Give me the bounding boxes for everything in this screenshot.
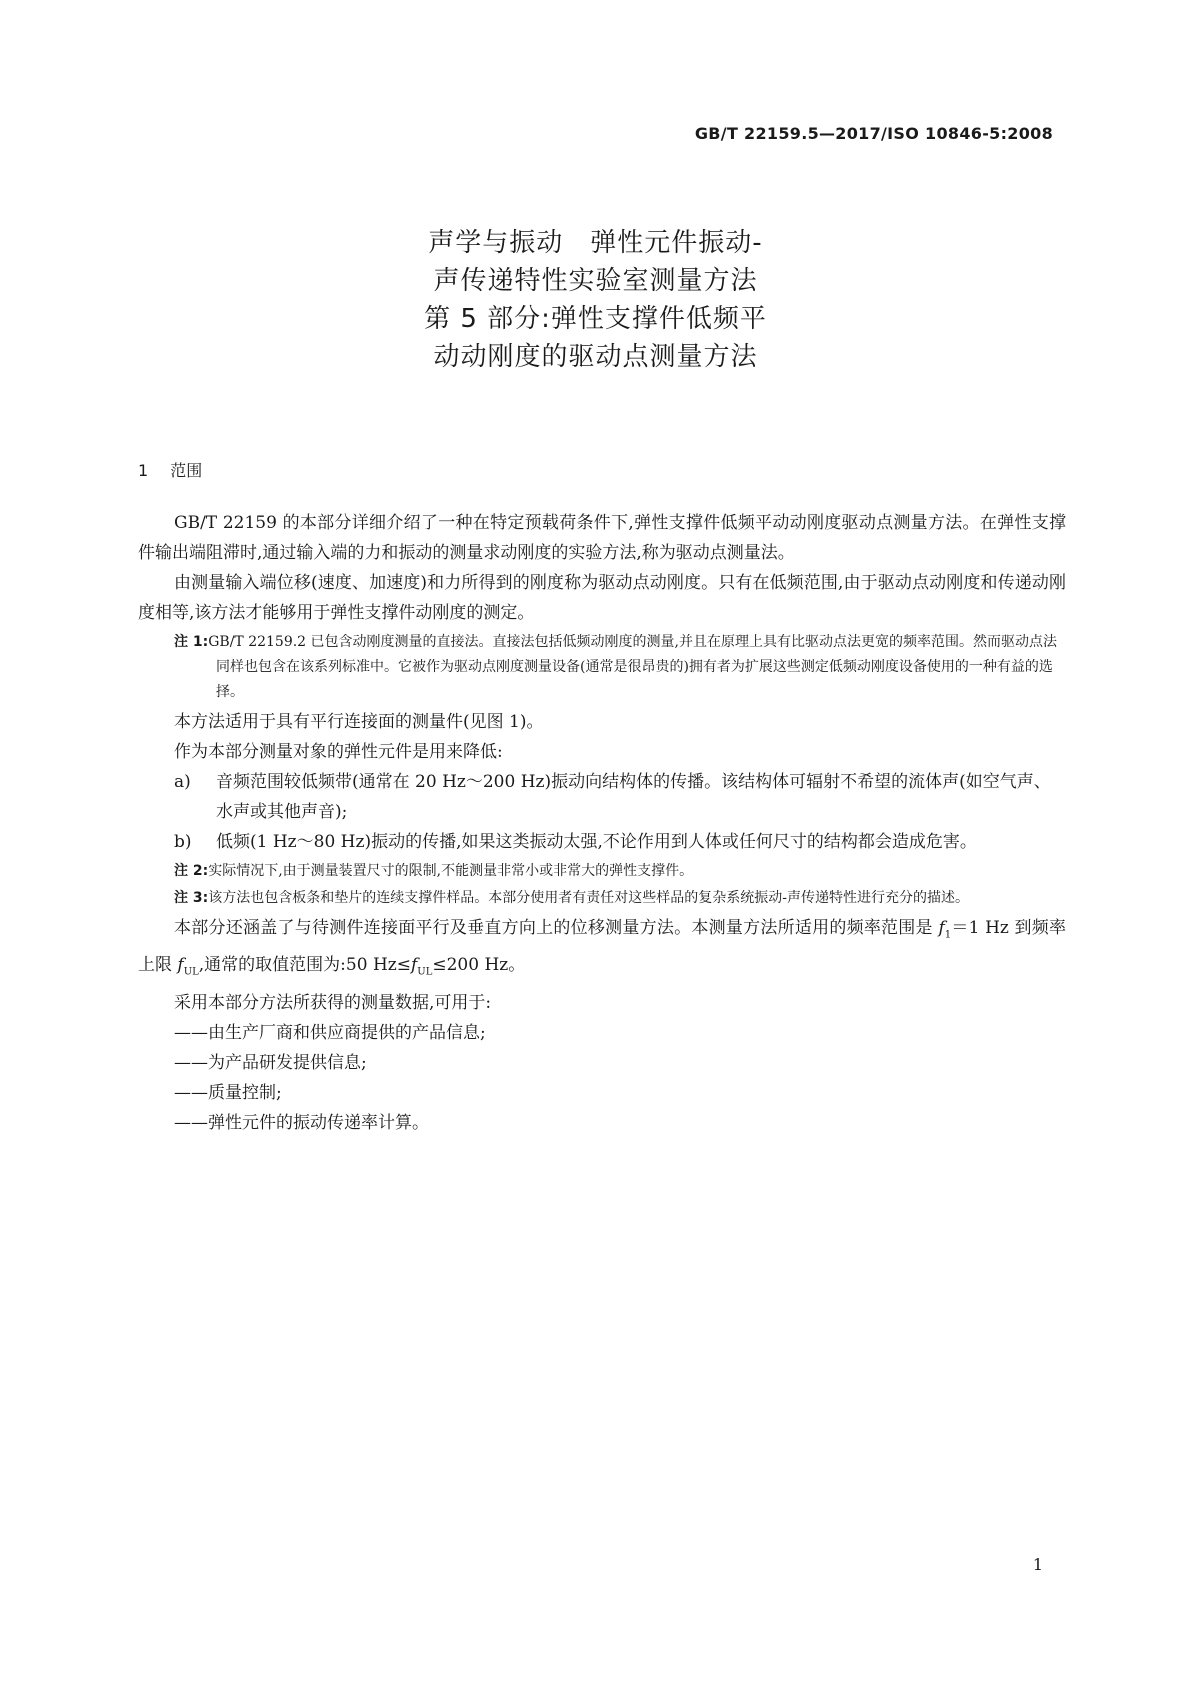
paragraph: 由测量输入端位移(速度、加速度)和力所得到的刚度称为驱动点动刚度。只有在低频范围,由于驱动点动刚度和传递动刚度相等,该方法才能够用于弹性支撑件动刚度的测定。: [138, 573, 1066, 623]
symbol-f: f: [410, 955, 418, 976]
note: [174, 630, 1066, 705]
paragraph: 本方法适用于具有平行连接面的测量件(见图 1)。: [174, 712, 544, 732]
section-title: 范围: [170, 461, 203, 480]
title-line-1: 声学与振动 弹性元件振动-: [428, 228, 763, 258]
paragraph-frequency-range: [138, 913, 1066, 988]
note-label: 注 3:: [174, 890, 209, 906]
document-title: [0, 224, 1191, 376]
paragraph: 采用本部分方法所获得的测量数据,可用于:: [174, 992, 492, 1013]
text-run: ,通常的取值范围为:50 Hz≤: [198, 955, 411, 976]
page-number: 1: [1032, 1555, 1043, 1574]
dash-list-item: ——由生产厂商和供应商提供的产品信息;: [174, 1022, 486, 1043]
list-item-text: 音频范围较低频带(通常在 20 Hz～200 Hz)振动向结构体的传播。该结构体可辐射不希望的流体声(如空气声、水声或其他声音);: [216, 772, 1051, 822]
text-run: ＝1 Hz 到频率上限: [138, 918, 1067, 976]
title-line-3: 第 5 部分:弹性支撑件低频平: [424, 304, 767, 334]
symbol-f: f: [938, 918, 945, 938]
note-text: GB/T 22159.2 已包含动刚度测量的直接法。直接法包括低频动刚度的测量,并且在原理上具有比驱动点法更宽的频率范围。然而驱动点法同样也包含在该系列标准中。它被作为驱动点刚度测量设备(通常是很昂贵的)拥有者为扩展这些测定低频动刚度设备使用的一种有益的选择。: [208, 634, 1057, 700]
note: [174, 886, 1066, 911]
subscript: UL: [183, 966, 199, 978]
note-text: 实际情况下,由于测量装置尺寸的限制,不能测量非常小或非常大的弹性支撑件。: [208, 863, 694, 879]
list-item-text: 低频(1 Hz～80 Hz)振动的传播,如果这类振动太强,不论作用到人体或任何尺寸的结构都会造成危害。: [216, 832, 977, 852]
note: [174, 859, 1066, 884]
subscript: UL: [417, 966, 433, 978]
title-line-2: 声传递特性实验室测量方法: [433, 266, 758, 296]
text-run: 本部分还涵盖了与待测件连接面平行及垂直方向上的位移测量方法。本测量方法所适用的频率范围是: [174, 918, 939, 938]
text-run: ≤200 Hz。: [432, 955, 526, 976]
section-heading: [138, 458, 202, 481]
title-line-4: 动动刚度的驱动点测量方法: [433, 342, 758, 372]
subscript: 1: [944, 929, 952, 941]
section-number: 1: [138, 461, 149, 480]
note-label: 注 2:: [174, 863, 209, 879]
dash-list-item: ——为产品研发提供信息;: [174, 1052, 367, 1073]
list-item: [138, 827, 1066, 857]
list-marker: a): [174, 772, 191, 792]
standard-code: GB/T 22159.5—2017/ISO 10846-5:2008: [694, 124, 1053, 143]
list-marker: b): [174, 832, 192, 852]
section-body: [138, 508, 1066, 1138]
symbol-f: f: [177, 955, 184, 976]
list-item: [138, 767, 1066, 827]
dash-list-item: ——弹性元件的振动传递率计算。: [174, 1112, 429, 1133]
paragraph: 作为本部分测量对象的弹性元件是用来降低:: [174, 742, 503, 762]
note-text: 该方法也包含板条和垫片的连续支撑件样品。本部分使用者有责任对这些样品的复杂系统振动-声传递特性进行充分的描述。: [208, 890, 969, 906]
note-label: 注 1:: [174, 634, 209, 650]
paragraph: GB/T 22159 的本部分详细介绍了一种在特定预载荷条件下,弹性支撑件低频平动动刚度驱动点测量方法。在弹性支撑件输出端阻滞时,通过输入端的力和振动的测量求动刚度的实验方法,称为驱动点测量法。: [138, 513, 1066, 563]
dash-list-item: ——质量控制;: [174, 1082, 282, 1103]
